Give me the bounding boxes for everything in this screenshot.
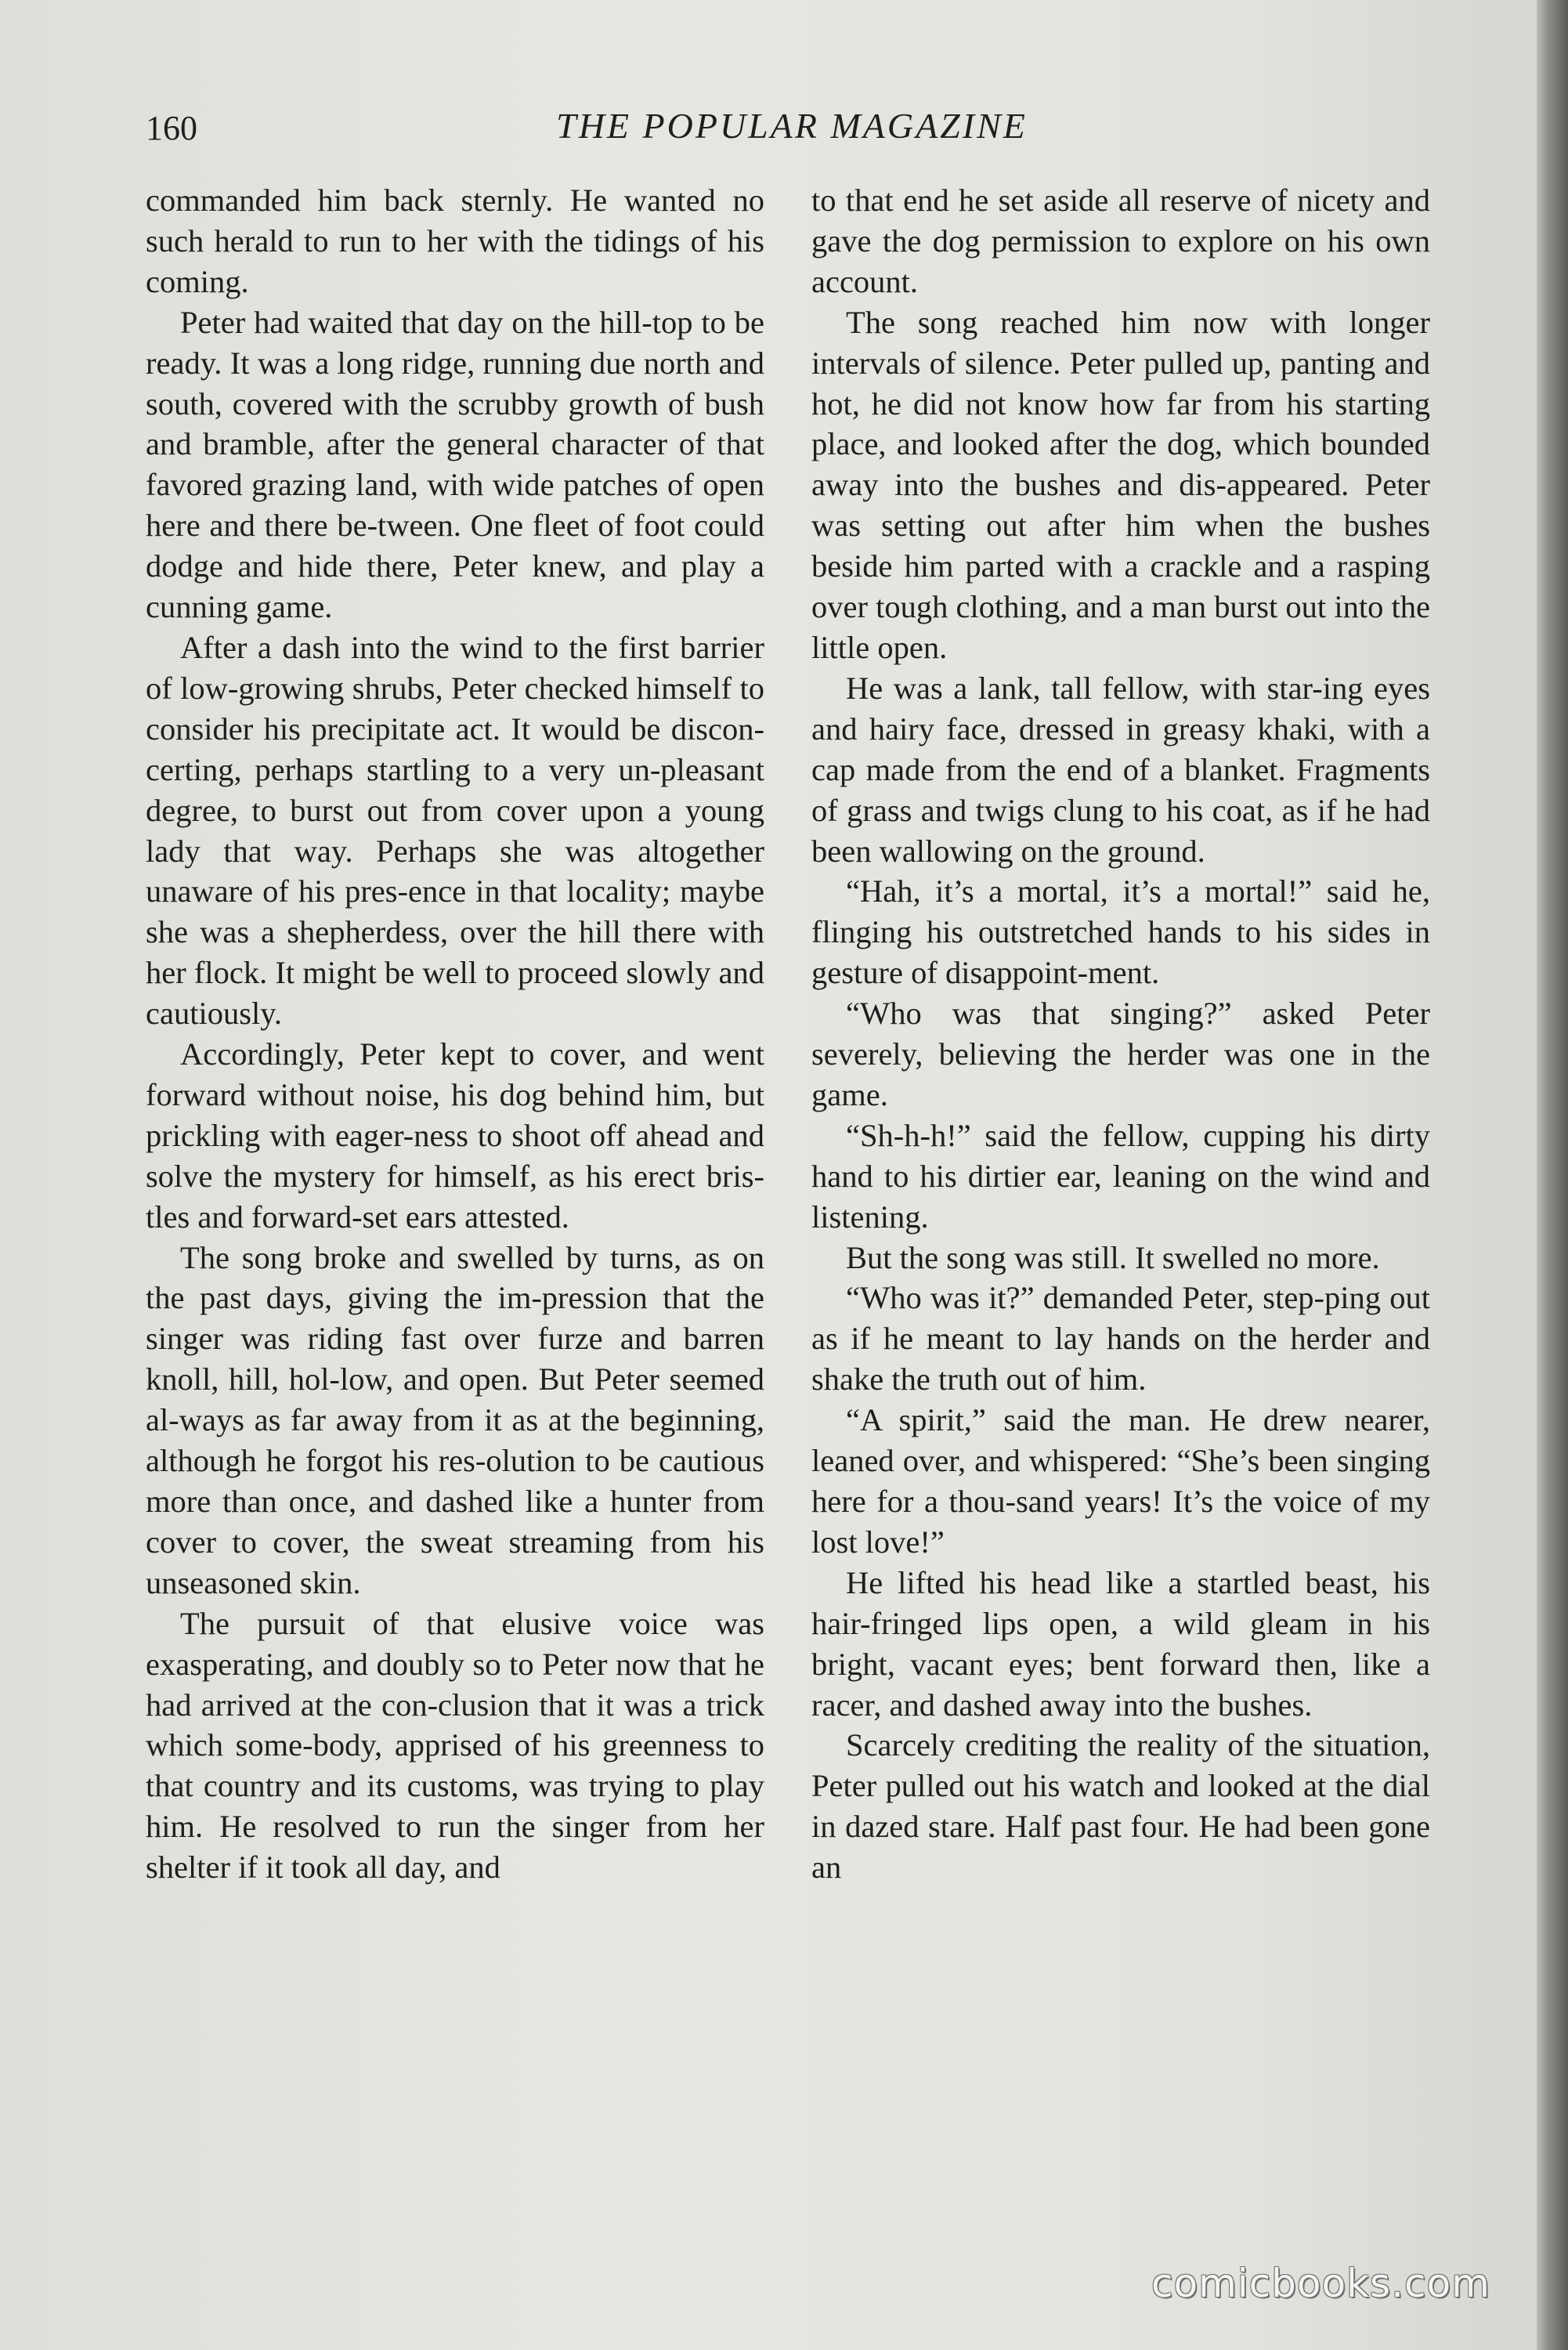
page-header [146,102,1438,157]
left-column [146,180,764,1888]
watermark: comicbooks.com [1151,2261,1490,2306]
paragraph: He was a lank, tall fellow, with star-ing eyes and hairy face, dressed in greasy khaki, with a cap made from the end of a blanket. Fragments of grass and twigs clung to his coat, as if he had been wallowing on the ground. [811,670,1430,869]
paragraph: But the song was still. It swelled no more. [846,1239,1380,1275]
paragraph: He lifted his head like a startled beast, his hair-fringed lips open, a wild gleam in his bright, vacant eyes; bent forward then, like a racer, and dashed away into the bushes. [811,1564,1430,1723]
page-edge [1537,0,1568,2350]
paragraph: “Who was it?” demanded Peter, step-ping out as if he meant to lay hands on the herder and shake the truth out of him. [811,1280,1430,1397]
paragraph: to that end he set aside all reserve of nicety and gave the dog permission to explore on his own account. [811,183,1430,299]
right-column [811,180,1430,1888]
paragraph: The song reached him now with longer intervals of silence. Peter pulled up, panting and hot, he did not know how far from his starting place, and looked after the dog, which bounded away into the bushes and dis-appeared. Peter was setting out after him when the bushes beside him parted with a crackle and a rasping over tough clothing, and a man burst out into the little open. [811,304,1430,665]
paragraph: “Who was that singing?” asked Peter severely, believing the herder was one in the game. [811,996,1430,1112]
paragraph: “A spirit,” said the man. He drew nearer, leaned over, and whispered: “She’s been singing here for a thou-sand years! It’s the voice of my lost love!” [811,1402,1430,1560]
paragraph: The song broke and swelled by turns, as on the past days, giving the im-pression that the singer was riding fast over furze and barren knoll, hill, hol-low, and open. But Peter seemed al-ways as far away from it as at the beginning, although he forgot his res-olution to be cautious more than once, and dashed like a hunter from cover to cover, the sweat streaming from his unseasoned skin. [146,1239,764,1600]
paragraph: The pursuit of that elusive voice was exasperating, and doubly so to Peter now that he had arrived at the con-clusion that it was a trick which some-body, apprised of his greenness to that country and its customs, was trying to play him. He resolved to run the singer from her shelter if it took all day, and [146,1605,764,1885]
running-title: THE POPULAR MAGAZINE [556,106,1028,146]
paragraph: Accordingly, Peter kept to cover, and went forward without noise, his dog behind him, but prickling with eager-ness to shoot off ahead and solve the mystery for himself, as his erect bris-tles and forward-set ears attested. [146,1036,764,1235]
paragraph: Peter had waited that day on the hill-top to be ready. It was a long ridge, running due north and south, covered with the scrubby growth of bush and bramble, after the general character of that favored grazing land, with wide patches of open here and there be-tween. One fleet of foot could dodge and hide there, Peter knew, and play a cunning game. [146,304,764,625]
page-number: 160 [146,109,197,147]
paragraph: “Sh-h-h!” said the fellow, cupping his dirty hand to his dirtier ear, leaning on the wind and listening. [811,1117,1430,1235]
paragraph: commanded him back sternly. He wanted no such herald to run to her with the tidings of his coming. [146,183,764,299]
paragraph: Scarcely crediting the reality of the situation, Peter pulled out his watch and looked at the dial in dazed stare. Half past four. He had been gone an [811,1727,1430,1885]
paragraph: “Hah, it’s a mortal, it’s a mortal!” said he, flinging his outstretched hands to his sides in gesture of disappoint-ment. [811,873,1430,991]
paragraph: After a dash into the wind to the first barrier of low-growing shrubs, Peter checked himself to consider his precipitate act. It would be discon-certing, perhaps startling to a very un-pleasant degree, to burst out from cover upon a young lady that way. Perhaps she was altogether unaware of his pres-ence in that locality; maybe she was a shepherdess, over the hill there with her flock. It might be well to proceed slowly and cautiously. [146,629,764,1032]
